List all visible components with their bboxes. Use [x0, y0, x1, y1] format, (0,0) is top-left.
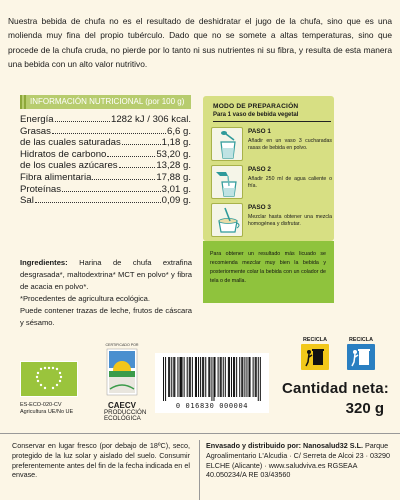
barcode-bar: [165, 357, 166, 401]
barcode-bar: [229, 357, 230, 397]
barcode-bar: [215, 357, 216, 397]
preparation-title: MODO DE PREPARACIÓN: [213, 103, 299, 110]
eu-organic-leaf-icon: [20, 361, 78, 397]
divider: [213, 121, 331, 122]
svg-text:CERTIFICADO POR: CERTIFICADO POR: [105, 343, 139, 347]
nutrition-label: de las cuales saturadas: [20, 137, 121, 149]
preparation-subtitle: Para 1 vaso de bebida vegetal: [213, 112, 299, 118]
nutrition-row: [20, 172, 191, 184]
barcode-bar: [218, 357, 219, 397]
caecv-sub2: ECOLÓGICA: [104, 415, 141, 422]
step-2: [211, 165, 333, 201]
dot-leader: [107, 149, 155, 157]
barcode-bar: [187, 357, 188, 397]
barcode-bar: [196, 357, 197, 397]
storage-instructions: Conservar en lugar fresco (por debajo de 18ºC), seco, protegido de la luz solar y aislado del suelo. Consumir preferentemente antes del fin de la fecha indicada en el envase.: [12, 441, 190, 480]
nutrition-table: [20, 95, 191, 207]
barcode-bar: [174, 357, 175, 397]
nutrition-label: Energía: [20, 114, 54, 125]
recycle-yellow-label: RECICLA: [303, 337, 327, 343]
barcode-bar: [234, 357, 235, 397]
nutrition-value: 1,18 g.: [161, 137, 191, 149]
dot-leader: [35, 195, 161, 203]
step-3: [211, 203, 333, 239]
barcode-bar: [198, 357, 199, 397]
nutrition-label: Sal: [20, 195, 34, 207]
preparation-box: [203, 96, 334, 241]
recycle-blue-label: RECICLA: [349, 337, 373, 343]
ingredients-label: Ingredientes:: [20, 258, 68, 267]
barcode-bar: [189, 357, 190, 397]
net-quantity-label: Cantidad neta:: [282, 380, 389, 397]
barcode-bar: [177, 357, 178, 397]
barcode-bar: [250, 357, 251, 397]
barcode-number: 0 016830 000004: [175, 402, 249, 410]
barcode-bar: [220, 357, 221, 397]
distributor-info: [206, 441, 394, 480]
step-2-title: PASO 2: [248, 166, 271, 173]
barcode-bar: [221, 357, 222, 397]
caecv-label: [104, 401, 147, 422]
nutrition-row: [20, 160, 191, 172]
distributor-address: Parque Agroalimentario L'Alcudia · C/ Serreta de Alcoi 23 · 03290 ELCHE (Alicante) · www.saludviva.es RGSEAA 40.050234/A RE 03/43560: [206, 441, 390, 480]
net-quantity-value: 320 g: [345, 400, 384, 417]
dot-leader: [55, 114, 110, 122]
barcode-bar: [236, 357, 237, 397]
nutrition-label: Hidratos de carbono: [20, 148, 107, 160]
dot-leader: [122, 137, 161, 145]
dot-leader: [62, 184, 161, 192]
barcode-bar: [228, 357, 229, 397]
barcode-bar: [182, 357, 183, 397]
barcode-bar: [205, 357, 206, 397]
nutrition-label: de los cuales azúcares: [20, 160, 118, 172]
barcode-bar: [211, 357, 212, 401]
eu-agriculture-text: Agricultura UE/No UE: [20, 409, 74, 415]
recycle-blue: [347, 337, 375, 371]
barcode-bar: [169, 357, 170, 397]
nutrition-value: 17,88 g.: [156, 171, 191, 183]
barcode-bar: [239, 357, 240, 397]
spoon-glass-icon: [211, 127, 243, 161]
nutrition-label: Grasas: [20, 125, 51, 137]
barcode-bar: [171, 357, 172, 397]
barcode-bar: [209, 357, 210, 397]
barcode-bar: [202, 357, 203, 397]
dot-leader: [119, 160, 156, 168]
divider: [199, 440, 200, 500]
nutrition-value: 53,20 g.: [156, 148, 191, 160]
barcode-bar: [213, 357, 214, 401]
barcode-bar: [192, 357, 193, 397]
nutrition-label: Fibra alimentaria: [20, 171, 92, 183]
step-1-text: Añadir en un vaso 3 cucharadas rasas de bebida en polvo.: [248, 138, 332, 152]
barcode-bar: [256, 357, 257, 397]
nutrition-row: [20, 195, 191, 207]
nutrition-label: Proteínas: [20, 183, 62, 195]
allergens-text: Puede contener trazas de leche, frutos de cáscara y sésamo.: [20, 306, 192, 327]
barcode-bar: [195, 357, 196, 397]
barcode-bar: [231, 357, 232, 397]
step-3-text: Mezclar hasta obtener una mezcla homogénea y disfrutar.: [248, 214, 332, 228]
step-2-text: Añadir 250 ml de agua caliente o fría.: [248, 176, 332, 190]
barcode-bar: [260, 357, 261, 401]
recycle-yellow-bin-icon: [301, 344, 329, 370]
barcode-bar: [223, 357, 224, 397]
ingredients-text: Harina de chufa extrafina desgrasada*, maltodextrina* MCT en polvo* y fibra de acacia en polvo*.: [20, 258, 192, 291]
barcode-bar: [203, 357, 204, 397]
step-3-title: PASO 3: [248, 204, 271, 211]
barcode-bar: [168, 357, 169, 397]
barcode-bar: [253, 357, 254, 397]
barcode-bar: [241, 357, 242, 397]
barcode-bar: [184, 357, 185, 397]
nutrition-header: INFORMACIÓN NUTRICIONAL (por 100 g): [20, 95, 191, 109]
nutrition-value: 13,28 g.: [156, 160, 191, 172]
nutrition-value: 0,09 g.: [161, 195, 191, 207]
nutrition-value: 6,6 g.: [166, 125, 191, 137]
barcode-bar: [190, 357, 191, 397]
barcode-bar: [246, 357, 247, 397]
step-1: [211, 127, 333, 163]
stir-cup-icon: [211, 203, 243, 237]
pour-water-icon: [211, 165, 243, 199]
barcode-bar: [233, 357, 234, 397]
caecv-logo-icon: [104, 341, 140, 401]
barcode-bar: [244, 357, 245, 397]
nutrition-row: [20, 126, 191, 138]
intro-paragraph: Nuestra bebida de chufa no es el resultado de deshidratar el jugo de la chufa, sino que es una molienda muy fina del propio tubérculo. Dado que no se somete a altas temperaturas, sino que procede de la chufa cruda, no pierde por lo tanto ni sus nutrientes ni su fibra, y resulta de esta manera una bebida con un alto valor nutritivo.: [8, 16, 392, 70]
nutrition-value: 1282 kJ / 306 kcal.: [111, 114, 191, 125]
dot-leader: [52, 126, 166, 134]
nutrition-value: 3,01 g.: [161, 183, 191, 195]
recycle-yellow: [301, 337, 329, 371]
recycle-blue-bin-icon: [347, 344, 375, 370]
dot-leader: [92, 172, 155, 180]
barcode-bar: [200, 357, 201, 397]
barcode-bar: [225, 357, 226, 397]
divider: [0, 433, 400, 434]
ingredients-block: [20, 257, 192, 329]
caecv-name: CAECV: [107, 401, 136, 410]
barcode-bar: [255, 357, 256, 397]
step-1-title: PASO 1: [248, 128, 271, 135]
eu-code: ES-ECO-020-CV: [20, 402, 62, 408]
barcode-bar: [179, 357, 180, 397]
nutrition-row: [20, 184, 191, 196]
eu-certification: [20, 402, 73, 416]
preparation-note: Para obtener un resultado más licuado se recomienda mezclar muy bien la bebida y posteriormente colar la bebida con un colador de tela o de malla.: [203, 241, 334, 303]
barcode-bar: [163, 357, 164, 401]
nutrition-row: [20, 114, 191, 126]
nutrition-row: [20, 149, 191, 161]
barcode-bar: [248, 357, 249, 397]
barcode-bar: [258, 357, 259, 401]
ingredients-note: *Procedentes de agricultura ecológica.: [20, 294, 151, 303]
barcode-bar: [181, 357, 182, 397]
barcode-bar: [208, 357, 209, 397]
distributor-lead: Envasado y distribuido por: Nanosalud32 S.L.: [206, 441, 363, 450]
nutrition-row: [20, 137, 191, 149]
caecv-sub1: PRODUCCIÓN: [104, 409, 147, 416]
barcode-bar: [173, 357, 174, 397]
barcode-bar: [242, 357, 243, 397]
